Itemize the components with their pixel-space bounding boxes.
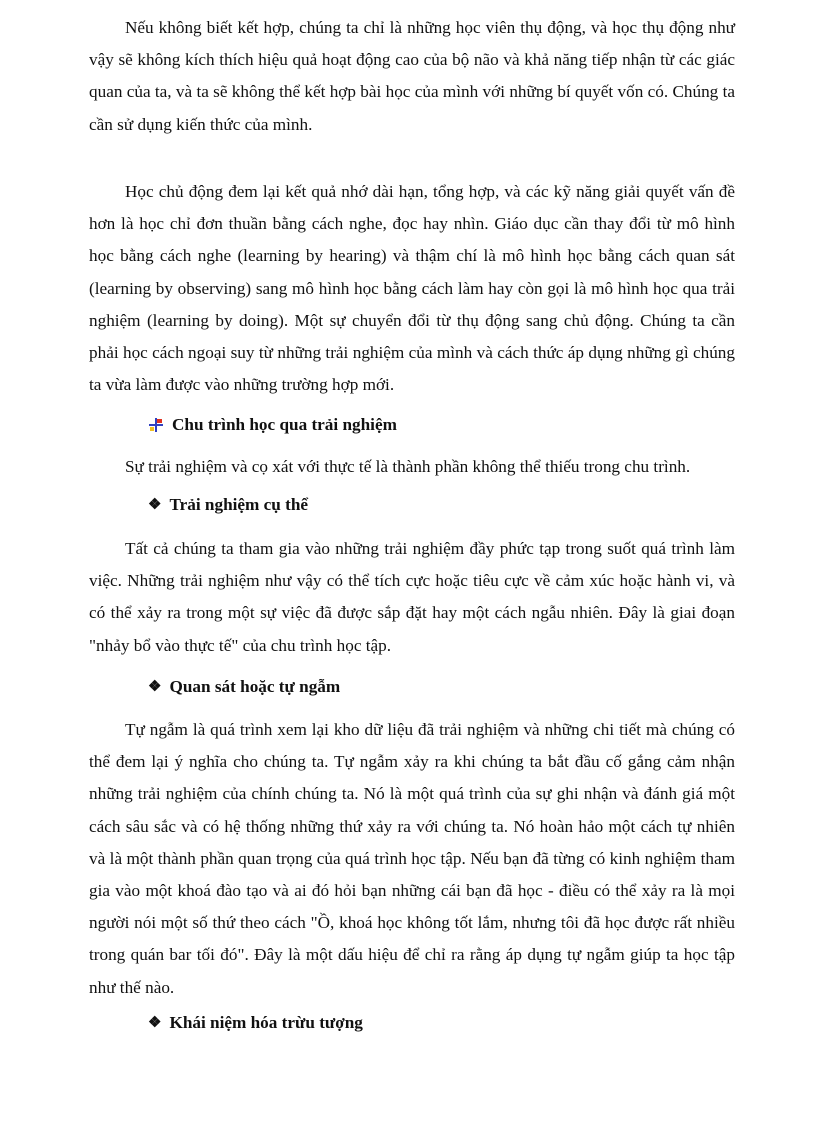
- heading-label: Quan sát hoặc tự ngẫm: [169, 677, 341, 696]
- diamond-bullet-icon: ❖: [148, 496, 162, 513]
- paragraph-concrete-experience: Tất cả chúng ta tham gia vào những trải nghiệm đầy phức tạp trong suốt quá trình làm việc. Những trải nghiệm như vậy có thể tích cực hoặc tiêu cực về cảm xúc hoặc hành vi, và có thể xảy ra trong một sự việc đã được sắp đặt hay một cách ngẫu nhiên. Đây là giai đoạn "nhảy bổ vào thực tế" của chu trình học tập.: [89, 539, 735, 655]
- paragraph-passive-learning: Nếu không biết kết hợp, chúng ta chỉ là những học viên thụ động, và học thụ động như vậy sẽ không kích thích hiệu quả hoạt động cao của bộ não và khả năng tiếp nhận từ các giác quan của ta, và ta sẽ không thể kết hợp bài học của mình với những bí quyết vốn có. Chúng ta cần sử dụng kiến thức của mình.: [89, 18, 735, 134]
- heading-label: Khái niệm hóa trừu tượng: [169, 1013, 363, 1032]
- heading-abstract-conceptualization: [148, 1013, 363, 1033]
- heading-learning-cycle: [148, 415, 397, 435]
- heading-label: Trải nghiệm cụ thể: [169, 495, 309, 514]
- heading-label: Chu trình học qua trải nghiệm: [172, 415, 397, 434]
- paragraph-active-learning: Học chủ động đem lại kết quả nhớ dài hạn, tổng hợp, và các kỹ năng giải quyết vấn đề hơn là học chỉ đơn thuần bằng cách nghe, đọc hay nhìn. Giáo dục cần thay đổi từ mô hình học bằng cách nghe (learning by hearing) và thậm chí là mô hình học bằng cách quan sát (learning by observing) sang mô hình học bằng cách làm hay còn gọi là mô hình học qua trải nghiệm (learning by doing). Một sự chuyển đổi từ thụ động sang chủ động. Chúng ta cần phải học cách ngoại suy từ những trải nghiệm của mình và cách thức áp dụng những gì chúng ta vừa làm được vào những trường hợp mới.: [89, 182, 735, 395]
- heading-concrete-experience: [148, 495, 308, 515]
- diamond-bullet-icon: ❖: [148, 1014, 162, 1031]
- flag-icon: [148, 417, 164, 433]
- heading-reflective-observation: [148, 677, 340, 697]
- diamond-bullet-icon: ❖: [148, 678, 162, 695]
- paragraph-reflective-observation: Tự ngẫm là quá trình xem lại kho dữ liệu đã trải nghiệm và những chi tiết mà chúng có thể đem lại ý nghĩa cho chúng ta. Tự ngẫm xảy ra khi chúng ta bắt đầu cố gắng cảm nhận những trải nghiệm của chính chúng ta. Nó là một quá trình của sự ghi nhận và đánh giá một cách sâu sắc và có hệ thống những thứ xảy ra với chúng ta. Nó hoàn hảo một cách tự nhiên và là một thành phần quan trọng của quá trình học tập. Nếu bạn đã từng có kinh nghiệm tham gia vào một khoá đào tạo và ai đó hỏi bạn những cái bạn đã học - điều có thể xảy ra là mọi người nói một số thứ theo cách "Ồ, khoá học không tốt lắm, nhưng tôi đã học được rất nhiều trong quán bar tối đó". Đây là một dấu hiệu để chỉ ra rằng áp dụng tự ngẫm giúp ta học tập như thế nào.: [89, 720, 735, 997]
- paragraph-cycle-intro: Sự trải nghiệm và cọ xát với thực tế là thành phần không thể thiếu trong chu trình.: [125, 457, 691, 476]
